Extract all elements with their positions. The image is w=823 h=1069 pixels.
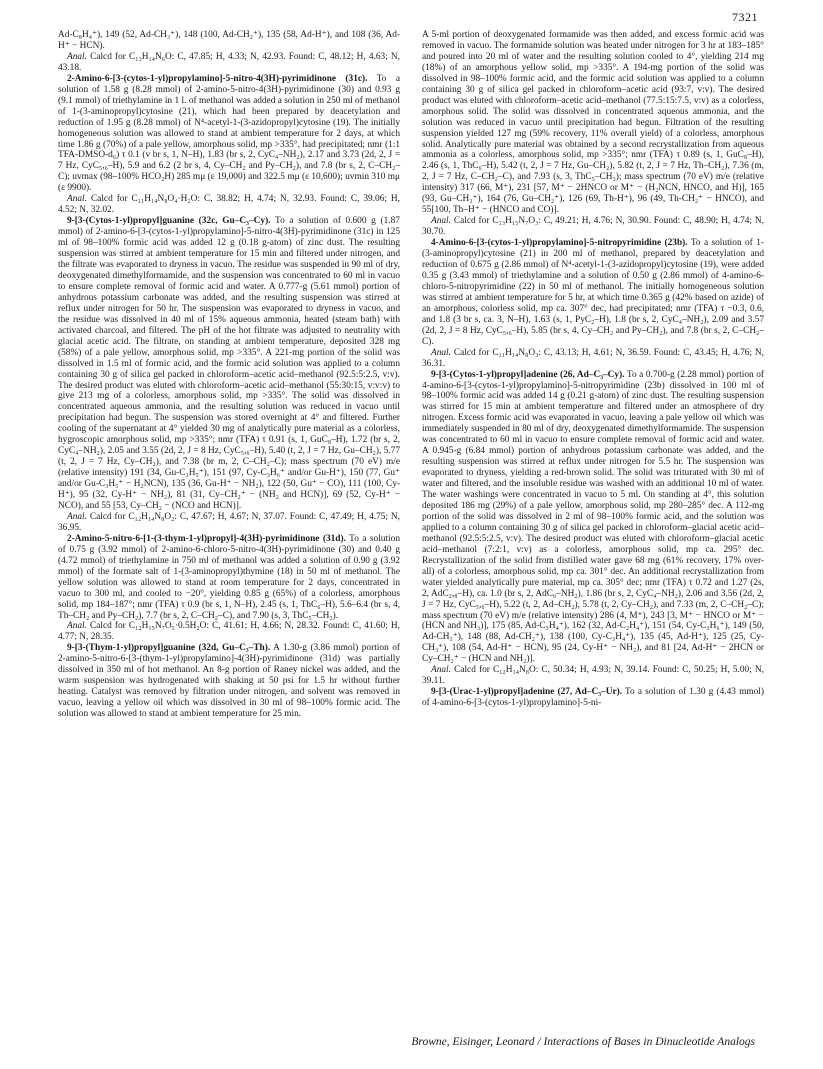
compound-heading: 2-Amino-5-nitro-6-[1-(3-thym-1-yl)propyl]-4(3H)-pyrimidinone (31d). (67, 533, 346, 544)
compound-heading: 9-[3-(Thym-1-yl)propyl]guanine (32d, Gu–C₃–Th). (67, 643, 271, 654)
compound-heading: 9-[3-(Urac-1-yl)propyl]adenine (27, Ad–C₃–Ur). (431, 687, 623, 698)
body-paragraph (422, 30, 764, 216)
section-text: To a solution of 0.600 g (1.87 mmol) of 2-amino-6-[3-(cytos-1-yl)propylamino]-5-nitro-4(3H)-pyrimidinone (31c) in 125 ml of 98–100% formic acid was added 12 g (0.18 g-atom) of zinc dust. The resulting suspension was stirred at ambient temperature for 15 min and filtered under nitrogen, and the filtrate was evaporated to dryness in vacuo. The residue was suspended in 90 ml of dry, deoxygenated dimethylformamide, and the suspension was concentrated to 60 ml in vacuo to ensure complete removal of formic acid and water. A 0.777-g (5.61 mmol) portion of anhydrous potassium carbonate was added, and the resulting suspension was stirred at reflux under nitrogen for 50 hr. The suspension was evaporated to dryness in vacuo, and the residue was dissolved in 40 ml of 15% aqueous ammonia, heated (steam bath) with activated charcoal, and filtered. The pH of the hot filtrate was adjusted to neutrality with glacial acetic acid. The filtrate, on standing at ambient temperature, deposited 328 mg (58%) of a pale yellow, amorphous solid, mp >335°. A 221-mg portion of the solid was dissolved in 1.5 ml of formic acid, and the formic acid solution was applied to a column containing 30 g of silica gel packed in chloroform–acetic acid–methanol (92.5:5:2.5, v:v). The desired product was eluted with chloroform–acetic acid–methanol (55:30:15, v:v:v) to give 213 mg of a colorless, amorphous solid, mp >335°. The solid was dissolved in concentrated aqueous ammonia, and the resulting solution was reduced in vacuo until precipitation had begun. The suspension was stored overnight at 4° and filtered. Further cooling of the supernatant at 4° yielded 30 mg of analytically pure material as a colorless, hygroscopic amorphous solid, mp >335°; nmr (TFA) τ 0.91 (s, 1, GuC₈–H), 1.72 (br s, 2, CyC₄–NH₂), 2.05 and 3.55 (2d, 2, J = 8 Hz, CyC₅,₆–H), 5.40 (t, 2, J = 7 Hz, Gu–CH₂), 5.77 (t, 2, J = 7 Hz, Cy–CH₂), and 7.38 (br m, 2, C–CH₂–C); mass spectrum (70 eV) m/e (relative intensity) 191 (34, Gu-C₃H₅⁺), 151 (97, Cy-C₃H₆⁺ and/or Gu-H⁺), 150 (77, Gu⁺ and/or Gu-C₃H₅⁺ − H₂NCN), 135 (36, Gu-H⁺ − NH₂), 122 (50, Gu⁺ − CO), 111 (100, Cy-H⁺), 95 (32, Cy-H⁺ − NH₂), 81 (31, Cy–CH₂⁺ − (NH₂ and HCN)], 69 (52, Cy-H⁺ − NCO), and 55 [53, Cy–CH₂ − (NCO and HCN)]. (58, 216, 400, 511)
compound-heading: 4-Amino-6-[3-(cytos-1-yl)propylamino]-5-nitropyrimidine (23b). (431, 238, 688, 249)
analysis-paragraph (58, 194, 400, 216)
analysis-text: Calcd for C₁₃H₁₄N₆O: C, 47.85; H, 4.33; N, 42.93. Found: C, 48.12; H, 4.63; N, 43.18. (58, 51, 400, 73)
right-column (422, 30, 764, 709)
section-paragraph (58, 643, 400, 720)
section-text: To a solution of 1-(3-aminopropyl)cytosine (21) in 200 ml of methanol, prepared by deacetylation and reduction of 0.675 g (2.86 mmol) of N⁴-acetyl-1-(3-azidopropyl)cytosine (19), were added 0.35 g (3.43 mmol) of triethylamine and a solution of 0.50 g (2.86 mmol) of 4-amino-6-chloro-5-nitropyrimidine (22) in 50 ml of methanol. The initially homogeneous solution was stirred at ambient temperature for 5 hr, at which time 0.365 g (42% based on azide) of an amorphous, colorless solid, mp ca. 307° dec, had precipitated; nmr (TFA) τ −0.3, 0.6, and 1.8 (3 br s, ca. 3, N–H), 1.63 (s, 1, PyC₂–H), 1.8 (br s, 2, CyC₄–NH₂), 2.09 and 3.57 (2d, 2, J = 8 Hz, CyC₅,₆–H), 5.85 (br s, 4, Cy–CH₂ and Py–CH₂), and 7.8 (br s, 2, C–CH₂–C). (422, 238, 764, 347)
analysis-paragraph (58, 621, 400, 643)
analysis-text: Calcd for C₁₂H₁₄N₈O: C, 50.34; H, 4.93; N, 39.14. Found: C, 50.25; H, 5.00; N, 39.11. (422, 665, 764, 687)
analysis-paragraph (58, 52, 400, 74)
analysis-paragraph (422, 216, 764, 238)
compound-heading: 2-Amino-6-[3-(cytos-1-yl)propylamino]-5-nitro-4(3H)-pyrimidinone (31c). (67, 73, 368, 84)
section-text: A 1.30-g (3.86 mmol) portion of 2-amino-5-nitro-6-[3-(thym-1-yl)propylamino]-4(3H)-pyrimidinone (31d) was partially dissolved in 350 ml of hot methanol. An 8-g portion of Raney nickel was added, and the warm suspension was hydrogenated with shaking at 50 psi for 1.5 hr without further heating. Catalyst was removed by filtration under nitrogen, and solvent was removed in vacuo, leaving a yellow oil which was dissolved in 30 ml of 98–100% formic acid. The solution was allowed to stand at ambient temperature for 25 min. (58, 643, 400, 720)
section-paragraph (58, 74, 400, 194)
analysis-text: Calcd for C₁₂H₁₅N₇O₅·0.5H₂O: C, 41.61; H, 4.66; N, 28.32. Found: C, 41.60; H, 4.77; N, 28.35. (58, 621, 400, 643)
body-paragraph (58, 30, 400, 52)
analysis-label: Anal. (67, 51, 87, 62)
section-text: To a solution of 1.30 g (4.43 mmol) of 4-amino-6-[3-(cytos-1-yl)propylamino]-5-ni- (422, 687, 764, 709)
section-paragraph (422, 238, 764, 348)
analysis-text: Calcd for C₁₁H₁₄N₈O₄·H₂O: C, 38.82; H, 4.74; N, 32.93. Found: C, 39.06; H, 4.52; N, 32.02. (58, 194, 400, 216)
analysis-paragraph (422, 348, 764, 370)
analysis-paragraph (58, 512, 400, 534)
footer-title: Interactions of Bases in Dinucleotide Analogs (543, 1036, 755, 1048)
footer-separator: / (534, 1036, 544, 1048)
page-number: 7321 (732, 10, 758, 24)
analysis-label: Anal. (431, 665, 451, 676)
analysis-label: Anal. (67, 511, 87, 522)
analysis-text: Calcd for C₁₂H₁₄N₈O₂: C, 47.67; H, 4.67; N, 37.07. Found: C, 47.49; H, 4.75; N, 36.95. (58, 511, 400, 533)
analysis-label: Anal. (67, 621, 87, 632)
section-paragraph (58, 534, 400, 622)
section-paragraph (422, 687, 764, 709)
paragraph-text: Ad-C₈H₄⁺), 149 (52, Ad-CH₃⁺), 148 (100, Ad-CH₂⁺), 135 (58, Ad-H⁺), and 108 (36, Ad-H⁺ − HCN). (58, 30, 400, 51)
analysis-label: Anal. (431, 347, 451, 358)
footer-authors: Browne, Eisinger, Leonard (411, 1036, 535, 1048)
analysis-text: Calcd for C₁₁H₁₄N₈O₃: C, 43.13; H, 4.61; N, 36.59. Found: C, 43.45; H, 4.76; N, 36.31. (422, 347, 764, 369)
analysis-label: Anal. (431, 216, 451, 227)
analysis-text: Calcd for C₁₃H₁₅N₇O₃: C, 49.21; H, 4.76; N, 30.90. Found: C, 48.90; H, 4.74; N, 30.70. (422, 216, 764, 238)
section-paragraph (58, 216, 400, 512)
running-footer (0, 1036, 755, 1048)
paragraph-text: A 5-ml portion of deoxygenated formamide was then added, and excess formic acid was removed in vacuo. The formamide solution was heated under nitrogen for 3 hr at 183–185° and poured into 20 ml of water and the resulting solution cooled to 4°, yielding 214 mg (18%) of an amorphous yellow solid, mp >335°. A 194-mg portion of the solid was dissolved in 98–100% formic acid, and the formic acid solution was applied to a column containing 30 g of silica gel packed in chloroform–acetic acid (93:7, v:v). The desired product was eluted with chloroform–acetic acid–methanol (77.5:15:7.5, v:v) as a colorless, amorphous solid. The solid was dissolved in concentrated aqueous ammonia, and the solution was reduced in vacuo until precipitation had begun. Filtration of the resulting suspension yielded 127 mg (59% recovery, 11% overall yield) of a colorless, amorphous solid. Analytically pure material was obtained by a second recrystallization from aqueous ammonia as a colorless, amorphous solid, mp >335°; nmr (TFA) τ 0.89 (s, 1, GuC₈–H), 2.46 (s, 1, ThC₆–H), 5.42 (t, 2, J = 7 Hz, Gu–CH₂), 5.82 (t, 2, J = 7 Hz, Th–CH₂), 7.36 (m, 2, J = 7 Hz, C–CH₂–C), and 7.93 (s, 3, ThC₅–CH₃); mass spectrum (70 eV) m/e (relative intensity) 317 (66, M⁺), 231 [57, M⁺ − 2HNCO or M⁺ − (H₂NCN, HNCO, and H)], 165 (93, Gu–CH₃⁺), 164 (76, Gu–CH₂⁺), 126 (69, Th-H⁺), 96 (49, Th-CH₂⁺ − HNCO), and 55[100, Th–H⁺ − (HNCO and CO)]. (422, 30, 764, 216)
compound-heading: 9-[3-(Cytos-1-yl)propyl]adenine (26, Ad–C₃–Cy). (431, 369, 625, 380)
section-text: To a solution of 0.75 g (3.92 mmol) of 2-amino-6-chloro-5-nitro-4(3H)-pyrimidinone (30) and 0.40 g (4.72 mmol) of triethylamine in 750 ml of methanol was added a solution of 0.90 g (3.92 mmol) of the formate salt of 1-(3-aminopropyl)thymine (18) in 50 ml of methanol. The yellow solution was allowed to stand at room temperature for 2 days, concentrated in vacuo to 300 ml, and cooled to −20°, yielding 0.85 g (65%) of a colorless, amorphous solid, mp 184–187°; nmr (TFA) τ 0.9 (br s, 1, N–H), 2.45 (s, 1, ThC₆–H), 5.6–6.4 (br s, 4, Th–CH₂ and Py–CH₂), 7.7 (br s, 2, C–CH₂–C), and 7.90 (s, 3, ThC₅–CH₃). (58, 533, 400, 621)
section-paragraph (422, 370, 764, 666)
analysis-paragraph (422, 665, 764, 687)
compound-heading: 9-[3-(Cytos-1-yl)propyl]guanine (32c, Gu–C₃–Cy). (67, 216, 271, 227)
section-text: To a 0.700-g (2.28 mmol) portion of 4-amino-6-[3-(cytos-1-yl)propylamino]-5-nitropyrimidine (23b) dissolved in 100 ml of 98–100% formic acid was added 14 g (0.21 g-atom) of zinc dust. The resulting suspension was stirred for 15 min at ambient temperature and filtered under an atmosphere of dry nitrogen. Excess formic acid was evaporated in vacuo, leaving a pale yellow oil which was immediately suspended in 80 ml of dry, deoxygenated dimethylformamide. The suspension was concentrated to 60 ml in vacuo to ensure complete removal of formic acid and water. A 0.945-g (6.84 mmol) portion of anhydrous potassium carbonate was added, and the resulting suspension was stirred at reflux under nitrogen for 5.5 hr. The suspension was evaporated to dryness, yielding a red-brown solid. The solid was triturated with 30 ml of water and filtered, and the insoluble residue was washed with an additional 10 ml of water. The water washings were concentrated in vacuo to 5 ml. On standing at 4°, this solution deposited 186 mg (29%) of a pale yellow, amorphous solid, mp 280–285° dec. A 112-mg portion of the solid was dissolved in 2 ml of 98–100% formic acid, and the solution was applied to a column containing 30 g of silica gel packed in chloroform–glacial acetic acid–methanol (92.5:5:2.5, v:v). The desired product was eluted with chloroform–glacial acetic acid–methanol (7:2:1, v:v) as a colorless, amorphous solid, mp ca. 295° dec. Recrystallization of the solid from distilled water gave 68 mg (61% recovery, 17% over-all) of a colorless, amorphous solid, mp ca. 301° dec. An additional recrystallization from water yielded analytically pure material, mp ca. 305° dec; nmr (TFA) τ 0.72 and 1.27 (2s, 2, AdC₂,₈–H), ca. 1.0 (br s, 2, AdC₆–NH₂), 1.86 (br s, 2, CyC₄–NH₂), 2.06 and 3.56 (2d, 2, J = 7 Hz, CyC₅,₆–H), 5.22 (t, 2, Ad–CH₂), 5.78 (t, 2, Cy–CH₂), and 7.33 (m, 2, C–CH₂–C); mass spectrum (70 eV) m/e (relative intensity) 286 (4, M⁺), 243 [3, M⁺ − HNCO or M⁺ − (HCN and NH₃)], 175 (85, Ad-C₃H₄⁺), 162 (32, Ad-C₂H₄⁺), 151 (54, Cy-C₃H₆⁺), 149 (50, Ad-CH₃⁺), 148 (88, Ad-CH₂⁺), 138 (100, Cy-C₃H₄⁺), 135 (45, Ad-H⁺), 125 (25, Cy-CH₃⁺), 108 (54, Ad-H⁺ − HCN), 95 (24, Cy-H⁺ − NH₂), and 81 [24, Ad-H⁺ − 2HCN or Cy–CH₂⁺ − (HCN and NH₂)]. (422, 369, 764, 665)
left-column (58, 30, 400, 720)
section-text: To a solution of 1.58 g (8.28 mmol) of 2-amino-5-nitro-4(3H)-pyrimidinone (30) and 0.93 g (9.1 mmol) of triethylamine in 1 l. of methanol was added a solution in 250 ml of methanol of 1-(3-aminopropyl)cytosine (21), which had been prepared by deacetylation and reduction of 1.95 g (8.28 mmol) of N⁴-acetyl-1-(3-azidopropyl)cytosine (19). The initially homogeneous solution was allowed to stand at ambient temperature for 2 days, at which time 1.86 g (70%) of a pale yellow, amorphous solid, mp >335°, had precipitated; nmr (1:1 TFA-DMSO-d₆) τ 0.1 (v br s, 1, N–H), 1.83 (br s, 2, CyC₄–NH₂), 2.17 and 3.73 (2d, 2, J = 7 Hz, CyC₅,₆–H), 5.9 and 6.2 (2 br s, 4, Cy–CH₂ and Py–CH₂), and 7.8 (br s, 2, C–CH₂–C); uvmax (98–100% HCO₂H) 285 mμ (ε 19,000) and 322.5 mμ (ε 10,600); uvmin 310 mμ (ε 9900). (58, 73, 400, 194)
analysis-label: Anal. (67, 194, 87, 205)
